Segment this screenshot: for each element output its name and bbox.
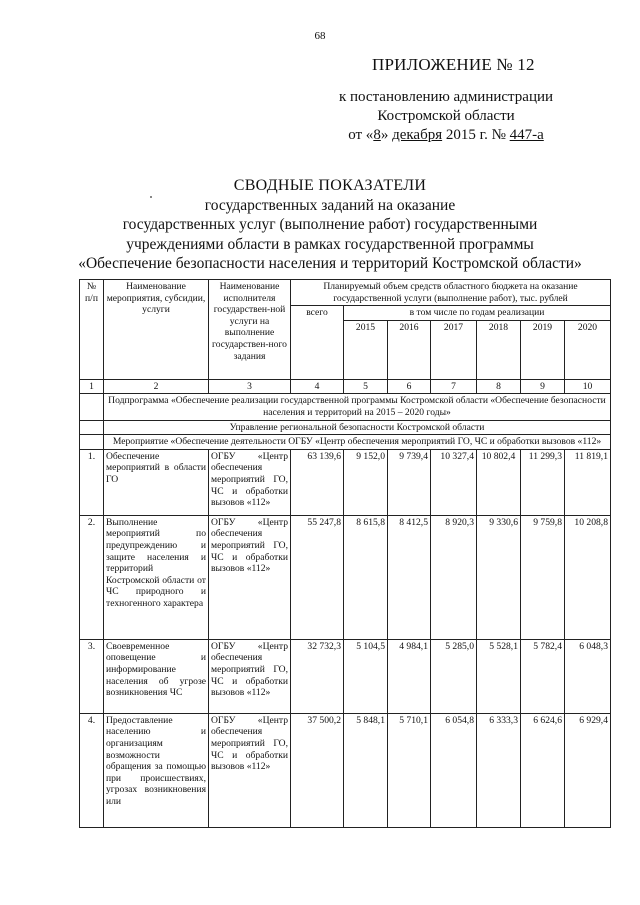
row-2015: 5 848,1 <box>344 713 388 827</box>
decree-number: 447-а <box>509 127 544 143</box>
header-year-2017: 2017 <box>431 320 477 379</box>
header-num: № п/п <box>80 280 104 380</box>
header-executor: Наименование исполнителя государствен-ной услуги на выполнение государствен-ного задания <box>209 280 291 380</box>
col-number: 3 <box>209 379 291 394</box>
row-2016: 9 739,4 <box>388 449 431 515</box>
row-2019: 6 624,6 <box>521 713 565 827</box>
row-executor: ОГБУ «Центр обеспечения мероприятий ГО, ЧС и обработки вызовов «112» <box>209 515 291 639</box>
activity-empty-cell <box>80 435 104 450</box>
row-2015: 9 152,0 <box>344 449 388 515</box>
row-2018: 5 528,1 <box>477 639 521 713</box>
header-row-1 <box>80 280 611 306</box>
col-number: 6 <box>388 379 431 394</box>
col-number: 4 <box>291 379 344 394</box>
activity-row <box>80 435 611 450</box>
row-total: 55 247,8 <box>291 515 344 639</box>
row-measure-name: Выполнение мероприятий по предупреждению и защите населения и территорий Костромской области от ЧС природного и техногенного характера <box>104 515 209 639</box>
title-line-1: СВОДНЫЕ ПОКАЗАТЕЛИ <box>233 177 427 194</box>
row-executor: ОГБУ «Центр обеспечения мероприятий ГО, ЧС и обработки вызовов «112» <box>209 713 291 827</box>
title-line-5: «Обеспечение безопасности населения и территорий Костромской области» <box>78 255 582 272</box>
row-2017: 8 920,3 <box>431 515 477 639</box>
page-number: 68 <box>314 30 326 42</box>
row-2015: 8 615,8 <box>344 515 388 639</box>
col-number: 8 <box>477 379 521 394</box>
row-2019: 9 759,8 <box>521 515 565 639</box>
indicators-table <box>79 279 611 828</box>
header-by-years: в том числе по годам реализации <box>344 306 611 321</box>
row-2019: 11 299,3 <box>521 449 565 515</box>
row-number: 3. <box>80 639 104 713</box>
header-year-2015: 2015 <box>344 320 388 379</box>
row-2016: 4 984,1 <box>388 639 431 713</box>
table-row <box>80 515 611 639</box>
decree-year: 2015 г. № <box>442 127 510 143</box>
table-row <box>80 449 611 515</box>
decree-line-1: к постановлению администрации <box>338 89 554 105</box>
row-2016: 8 412,5 <box>388 515 431 639</box>
document-title <box>60 176 600 274</box>
col-number: 5 <box>344 379 388 394</box>
decree-month: декабря <box>392 127 443 143</box>
title-line-3: государственных услуг (выполнение работ) государственными <box>122 216 538 233</box>
row-measure-name: Своевременное оповещение и информирование населения об угрозе возникновения ЧС <box>104 639 209 713</box>
col-number: 2 <box>104 379 209 394</box>
decree-reference <box>296 88 596 145</box>
row-2016: 5 710,1 <box>388 713 431 827</box>
row-2017: 5 285,0 <box>431 639 477 713</box>
row-measure-name: Обеспечение мероприятий в области ГО <box>104 449 209 515</box>
table-row <box>80 713 611 827</box>
header-year-2019: 2019 <box>521 320 565 379</box>
col-number: 9 <box>521 379 565 394</box>
subprogram-title: Подпрограмма «Обеспечение реализации государственной программы Костромской области «Обеспечение безопасности населения и территорий на 2015 – 2020 годы» <box>104 394 611 420</box>
title-line-4: учреждениями области в рамках государственной программы <box>126 235 534 253</box>
row-2017: 10 327,4 <box>431 449 477 515</box>
row-2015: 5 104,5 <box>344 639 388 713</box>
activity-title: Мероприятие «Обеспечение деятельности ОГБУ «Центр обеспечения мероприятий ГО, ЧС и обработки вызовов «112» <box>104 435 611 450</box>
header-year-2020: 2020 <box>565 320 611 379</box>
row-2019: 5 782,4 <box>521 639 565 713</box>
header-measure: Наименование мероприятия, субсидии, услуги <box>104 280 209 380</box>
row-2020: 11 819,1 <box>565 449 611 515</box>
department-title: Управление региональной безопасности Костромской области <box>104 420 611 435</box>
row-2018: 10 802,4 <box>477 449 521 515</box>
decree-day: 8 <box>373 127 381 143</box>
decree-date-line <box>296 126 596 145</box>
subprogram-empty-cell <box>80 394 104 420</box>
row-number: 2. <box>80 515 104 639</box>
department-empty-cell <box>80 420 104 435</box>
header-year-2018: 2018 <box>477 320 521 379</box>
decree-line-2: Костромской области <box>377 108 515 124</box>
row-2020: 6 048,3 <box>565 639 611 713</box>
title-line-2: государственных заданий на оказание <box>204 196 456 214</box>
header-planned: Планируемый объем средств областного бюджета на оказание государственной услуги (выполнение работ), тыс. рублей <box>291 280 611 306</box>
header-year-2016: 2016 <box>388 320 431 379</box>
row-2020: 10 208,8 <box>565 515 611 639</box>
row-measure-name: Предоставление населению и организациям возможности обращения за помощью при происшествиях, угрозах возникновения или <box>104 713 209 827</box>
row-total: 37 500,2 <box>291 713 344 827</box>
col-number: 1 <box>80 379 104 394</box>
decree-mid: » <box>380 127 393 143</box>
row-2020: 6 929,4 <box>565 713 611 827</box>
header-total: всего <box>291 306 344 380</box>
row-number: 4. <box>80 713 104 827</box>
col-number: 7 <box>431 379 477 394</box>
row-total: 63 139,6 <box>291 449 344 515</box>
col-number: 10 <box>565 379 611 394</box>
row-total: 32 732,3 <box>291 639 344 713</box>
subprogram-row <box>80 394 611 420</box>
row-number: 1. <box>80 449 104 515</box>
row-2018: 6 333,3 <box>477 713 521 827</box>
appendix-title: ПРИЛОЖЕНИЕ № 12 <box>372 55 535 74</box>
row-executor: ОГБУ «Центр обеспечения мероприятий ГО, ЧС и обработки вызовов «112» <box>209 449 291 515</box>
row-executor: ОГБУ «Центр обеспечения мероприятий ГО, ЧС и обработки вызовов «112» <box>209 639 291 713</box>
decree-prefix: от « <box>348 127 374 143</box>
row-2017: 6 054,8 <box>431 713 477 827</box>
row-2018: 9 330,6 <box>477 515 521 639</box>
department-row <box>80 420 611 435</box>
table-row <box>80 639 611 713</box>
column-number-row <box>80 379 611 394</box>
